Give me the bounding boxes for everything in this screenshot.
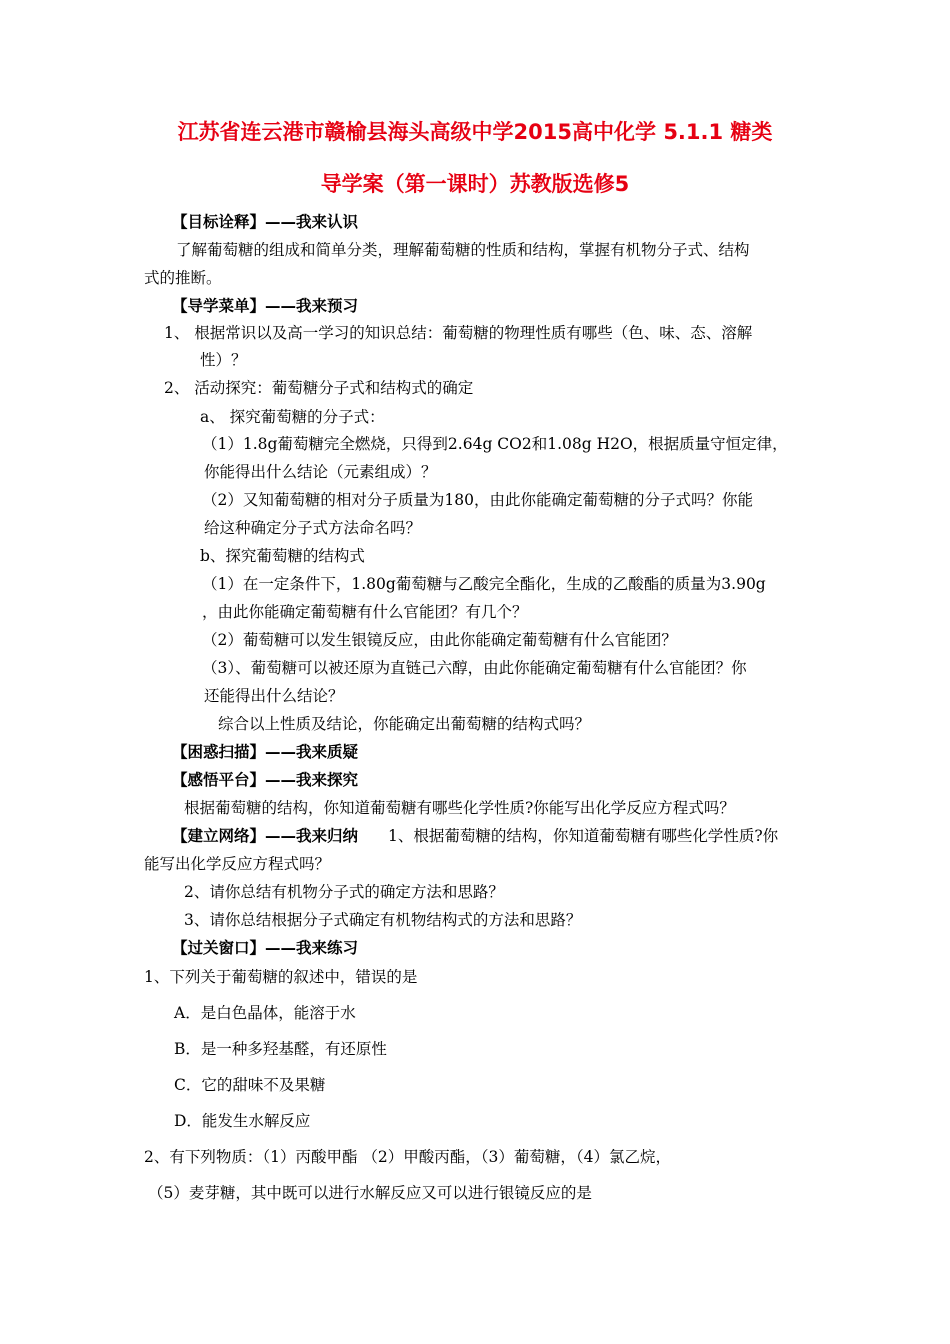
insight-heading: 【感悟平台】——我来探究 — [172, 771, 359, 789]
menu-question-1-line-1: 1、 根据常识以及高一学习的知识总结：葡萄糖的物理性质有哪些（色、味、态、溶解 — [164, 324, 753, 342]
practice-option-c: C．它的甜味不及果糖 — [174, 1076, 326, 1094]
explore-a-title: a、 探究葡萄糖的分子式： — [200, 408, 385, 426]
explore-a-2-line-2: 给这种确定分子式方法命名吗？ — [204, 519, 422, 537]
practice-option-a: A．是白色晶体，能溶于水 — [174, 1004, 356, 1022]
explore-a-1-line-2: 你能得出什么结论（元素组成）？ — [204, 463, 437, 481]
menu-question-1-line-2: 性）？ — [200, 351, 247, 369]
explore-b-2: （2）葡萄糖可以发生银镜反应，由此你能确定葡萄糖有什么官能团？ — [202, 631, 677, 649]
insight-text: 根据葡萄糖的结构，你知道葡萄糖有哪些化学性质?你能写出化学反应方程式吗？ — [184, 799, 735, 817]
practice-option-b: B．是一种多羟基醛，有还原性 — [174, 1040, 387, 1058]
explore-b-1-line-2: ，由此你能确定葡萄糖有什么官能团？有几个？ — [202, 603, 528, 621]
menu-heading: 【导学菜单】——我来预习 — [172, 297, 359, 315]
document-title-line-1: 江苏省连云港市赣榆县海头高级中学2015高中化学 5.1.1 糖类 — [177, 120, 773, 144]
goal-text-line-2: 式的推断。 — [144, 269, 222, 287]
practice-option-d: D．能发生水解反应 — [174, 1112, 311, 1130]
network-heading: 【建立网络】——我来归纳 — [172, 827, 359, 845]
explore-b-title: b、探究葡萄糖的结构式 — [200, 547, 365, 565]
document-title-line-2: 导学案（第一课时）苏教版选修5 — [320, 172, 630, 196]
goal-text-line-1: 了解葡萄糖的组成和简单分类，理解葡萄糖的性质和结构，掌握有机物分子式、结构 — [176, 241, 750, 259]
explore-a-1-line-1: （1）1.8g葡萄糖完全燃烧，只得到2.64g CO2和1.08g H2O，根据质量守恒定律， — [202, 435, 788, 453]
explore-b-3-line-1: （3）、葡萄糖可以被还原为直链己六醇，由此你能确定葡萄糖有什么官能团？你 — [202, 659, 747, 677]
network-question-1-line-2: 能写出化学反应方程式吗？ — [144, 855, 331, 873]
practice-question-2-line-1: 2、有下列物质：（1）丙酸甲酯 （2）甲酸丙酯，（3）葡萄糖，（4）氯乙烷， — [144, 1148, 671, 1166]
goal-heading: 【目标诠释】——我来认识 — [172, 213, 359, 231]
explore-b-1-line-1: （1）在一定条件下，1.80g葡萄糖与乙酸完全酯化，生成的乙酸酯的质量为3.90g — [202, 575, 766, 593]
practice-heading: 【过关窗口】——我来练习 — [172, 939, 359, 957]
explore-summary: 综合以上性质及结论，你能确定出葡萄糖的结构式吗？ — [218, 715, 591, 733]
practice-question-2-line-2: （5）麦芽糖，其中既可以进行水解反应又可以进行银镜反应的是 — [148, 1184, 592, 1202]
menu-question-2: 2、 活动探究：葡萄糖分子式和结构式的确定 — [164, 379, 474, 397]
network-question-1-line-1: 1、根据葡萄糖的结构，你知道葡萄糖有哪些化学性质?你 — [388, 827, 779, 845]
practice-question-1: 1、下列关于葡萄糖的叙述中，错误的是 — [144, 968, 418, 986]
explore-b-3-line-2: 还能得出什么结论？ — [204, 687, 344, 705]
explore-a-2-line-1: （2）又知葡萄糖的相对分子质量为180，由此你能确定葡萄糖的分子式吗？你能 — [202, 491, 753, 509]
network-question-2: 2、请你总结有机物分子式的确定方法和思路？ — [184, 883, 504, 901]
network-question-3: 3、请你总结根据分子式确定有机物结构式的方法和思路？ — [184, 911, 582, 929]
doubt-heading: 【困惑扫描】——我来质疑 — [172, 743, 359, 761]
